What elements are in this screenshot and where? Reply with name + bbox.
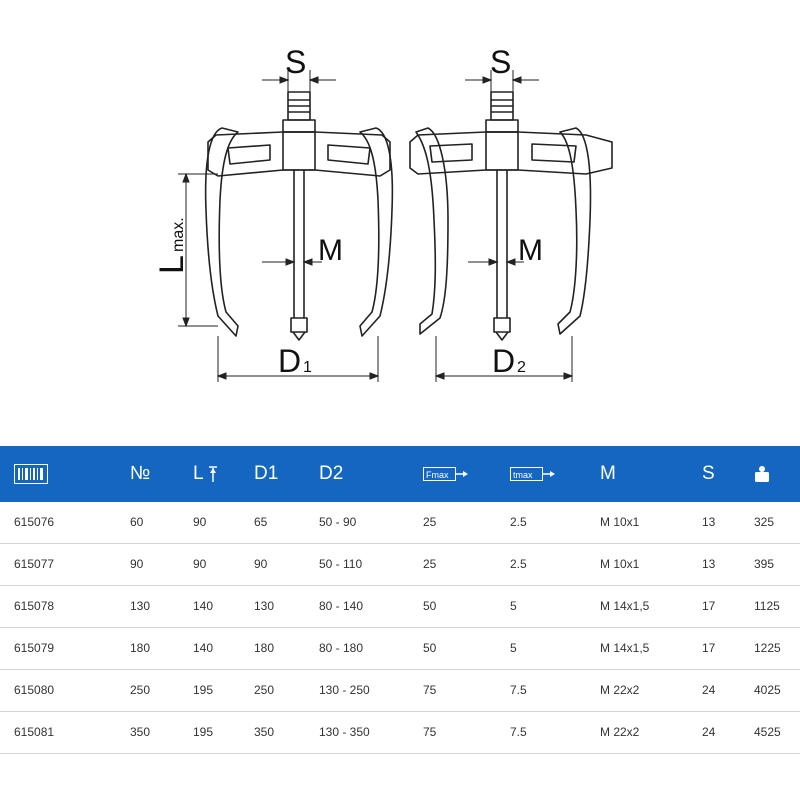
cell-number: 130 xyxy=(130,599,151,613)
header-number: № xyxy=(130,463,151,484)
cell-length: 90 xyxy=(193,557,207,571)
cell-d1: 180 xyxy=(254,641,275,655)
table-row xyxy=(0,628,800,670)
cell-thread: M 10x1 xyxy=(600,515,640,529)
cell-wrench-size: 24 xyxy=(702,725,716,739)
cell-thread: M 10x1 xyxy=(600,557,640,571)
svg-text:tmax: tmax xyxy=(513,469,533,480)
barcode-icon xyxy=(14,446,48,502)
force-max-icon xyxy=(423,446,469,502)
cell-length: 140 xyxy=(193,641,214,655)
torque-max-icon xyxy=(510,446,556,502)
spec-table xyxy=(0,446,800,754)
header-s: S xyxy=(702,463,715,484)
cell-length: 195 xyxy=(193,683,214,697)
cell-weight: 4525 xyxy=(754,725,781,739)
cell-d2: 50 - 110 xyxy=(319,557,363,571)
cell-torque-max: 5 xyxy=(510,641,517,655)
right-s-label: S xyxy=(490,44,512,80)
cell-article: 615081 xyxy=(14,725,55,739)
right-puller-outline xyxy=(410,92,612,340)
cell-wrench-size: 24 xyxy=(702,683,716,697)
cell-length: 140 xyxy=(193,599,214,613)
cell-wrench-size: 13 xyxy=(702,515,716,529)
cell-d1: 90 xyxy=(254,557,268,571)
cell-wrench-size: 13 xyxy=(702,557,716,571)
table-row xyxy=(0,712,800,754)
cell-d2: 130 - 250 xyxy=(319,683,370,697)
svg-text:Fmax: Fmax xyxy=(426,469,449,480)
cell-article: 615078 xyxy=(14,599,55,613)
cell-thread: M 14x1,5 xyxy=(600,641,650,655)
left-puller-outline xyxy=(206,92,393,340)
header-m: M xyxy=(600,463,616,484)
cell-torque-max: 2.5 xyxy=(510,557,527,571)
cell-d1: 250 xyxy=(254,683,275,697)
weight-icon xyxy=(754,446,770,502)
cell-number: 350 xyxy=(130,725,151,739)
cell-d1: 65 xyxy=(254,515,268,529)
cell-weight: 325 xyxy=(754,515,775,529)
header-d1: D1 xyxy=(254,463,279,484)
cell-thread: M 22x2 xyxy=(600,725,640,739)
cell-torque-max: 2.5 xyxy=(510,515,527,529)
cell-weight: 1225 xyxy=(754,641,781,655)
cell-d2: 80 - 180 xyxy=(319,641,364,655)
table-row xyxy=(0,586,800,628)
lmax-sub-label: max. xyxy=(170,217,187,252)
d2-sub-label: 2 xyxy=(517,359,526,376)
length-arrow-icon xyxy=(208,465,218,483)
header-length xyxy=(193,446,218,502)
cell-thread: M 14x1,5 xyxy=(600,599,650,613)
cell-wrench-size: 17 xyxy=(702,641,716,655)
cell-torque-max: 7.5 xyxy=(510,725,527,739)
d1-sub-label: 1 xyxy=(303,359,312,376)
cell-number: 90 xyxy=(130,557,144,571)
cell-force-max: 75 xyxy=(423,725,437,739)
left-m-label: M xyxy=(318,234,343,267)
cell-torque-max: 5 xyxy=(510,599,517,613)
cell-wrench-size: 17 xyxy=(702,599,716,613)
header-d2: D2 xyxy=(319,463,344,484)
table-row xyxy=(0,670,800,712)
table-row xyxy=(0,502,800,544)
cell-force-max: 75 xyxy=(423,683,437,697)
cell-article: 615079 xyxy=(14,641,55,655)
cell-d1: 130 xyxy=(254,599,275,613)
header-length-label: L xyxy=(193,463,203,484)
cell-weight: 4025 xyxy=(754,683,781,697)
right-m-label: M xyxy=(518,234,543,267)
cell-article: 615080 xyxy=(14,683,55,697)
cell-article: 615076 xyxy=(14,515,55,529)
cell-weight: 1125 xyxy=(754,599,780,613)
cell-weight: 395 xyxy=(754,557,775,571)
d1-label: D xyxy=(278,343,302,379)
table-row xyxy=(0,544,800,586)
lmax-label: L xyxy=(153,255,191,274)
left-s-label: S xyxy=(285,44,307,80)
cell-d2: 50 - 90 xyxy=(319,515,357,529)
cell-thread: M 22x2 xyxy=(600,683,640,697)
cell-length: 195 xyxy=(193,725,214,739)
spec-table-header xyxy=(0,446,800,502)
d2-label: D xyxy=(492,343,516,379)
cell-force-max: 50 xyxy=(423,641,437,655)
cell-article: 615077 xyxy=(14,557,55,571)
cell-d1: 350 xyxy=(254,725,275,739)
cell-torque-max: 7.5 xyxy=(510,683,527,697)
cell-d2: 80 - 140 xyxy=(319,599,364,613)
cell-number: 250 xyxy=(130,683,151,697)
cell-d2: 130 - 350 xyxy=(319,725,370,739)
cell-force-max: 50 xyxy=(423,599,437,613)
cell-force-max: 25 xyxy=(423,515,437,529)
cell-number: 180 xyxy=(130,641,151,655)
cell-force-max: 25 xyxy=(423,557,437,571)
cell-number: 60 xyxy=(130,515,144,529)
cell-length: 90 xyxy=(193,515,207,529)
